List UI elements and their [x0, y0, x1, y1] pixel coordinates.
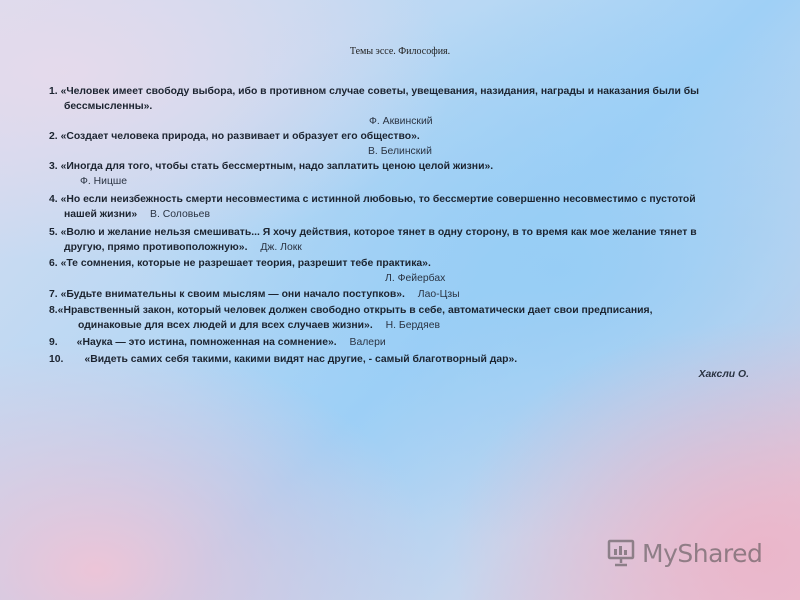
quote-item-3 [49, 159, 749, 189]
quote-text: «Человек имеет свободу выбора, ибо в противном случае советы, увещевания, назидания, награды и наказания были бы [60, 86, 700, 97]
quote-item-2 [49, 129, 749, 159]
myshared-logo [606, 538, 762, 568]
quote-text: «Но если неизбежность смерти несовместима с истинной любовью, то бессмертие совершенно несовместимо с пустотой [60, 194, 696, 205]
quote-number: 3. [49, 161, 58, 172]
quote-item-6 [49, 256, 749, 286]
quote-item-8 [49, 303, 749, 333]
quote-author: Ф. Ницше [80, 176, 128, 187]
quote-text: «Иногда для того, чтобы стать бессмертным, надо заплатить ценою целой жизни». [60, 161, 494, 172]
quote-author: Л. Фейербах [385, 273, 446, 284]
quote-number: 6. [49, 258, 58, 269]
quote-number: 5. [49, 227, 58, 238]
quote-text-continued: одинаковые для всех людей и для всех случаев жизни». [78, 320, 373, 331]
quote-author: Лао-Цзы [417, 289, 460, 300]
quote-text: «Те сомнения, которые не разрешает теория, разрешит тебе практика». [60, 258, 431, 269]
presentation-board-icon [606, 539, 636, 567]
quote-list [49, 84, 749, 382]
quote-number: 7. [49, 289, 58, 300]
slide-title: Темы эссе. Философия. [349, 46, 451, 57]
quote-text: «Будьте внимательны к своим мыслям — они начало поступков». [60, 289, 405, 300]
quote-item-9 [49, 335, 749, 350]
quote-number: 1. [49, 86, 58, 97]
quote-item-5 [49, 225, 749, 255]
quote-text-continued: бессмысленны». [64, 101, 153, 112]
quote-number: 9. [49, 337, 58, 348]
quote-item-4 [49, 192, 749, 222]
quote-item-7 [49, 287, 749, 302]
quote-text: «Волю и желание нельзя смешивать... Я хочу действия, которое тянет в одну сторону, в то время как мое желание тянет в [60, 227, 697, 238]
quote-author: Дж. Локк [260, 242, 302, 253]
quote-text: «Видеть самих себя такими, какими видят нас другие, - самый благотворный дар». [84, 354, 518, 365]
quote-author: В. Белинский [368, 146, 432, 157]
quote-text-continued: другую, прямо противоположную». [64, 242, 248, 253]
quote-number: 4. [49, 194, 58, 205]
quote-item-10 [49, 352, 749, 382]
quote-text: «Наука — это истина, помноженная на сомнение». [76, 337, 337, 348]
quote-author: Ф. Аквинский [369, 116, 433, 127]
quote-author: Н. Бердяев [385, 320, 440, 331]
quote-text: «Создает человека природа, но развивает и образует его общество». [60, 131, 420, 142]
quote-text-continued: нашей жизни» [64, 209, 138, 220]
quote-number: 10. [49, 354, 64, 365]
myshared-logo-text: MyShared [642, 538, 763, 568]
quote-number: 2. [49, 131, 58, 142]
quote-author: Хаксли О. [698, 369, 749, 380]
quote-author: Валери [349, 337, 386, 348]
quote-number: 8. [49, 305, 58, 316]
quote-text: «Нравственный закон, который человек должен свободно открыть в себе, автоматически дает свои предписания, [57, 305, 653, 316]
quote-author: В. Соловьев [150, 209, 210, 220]
quote-item-1 [49, 84, 749, 129]
